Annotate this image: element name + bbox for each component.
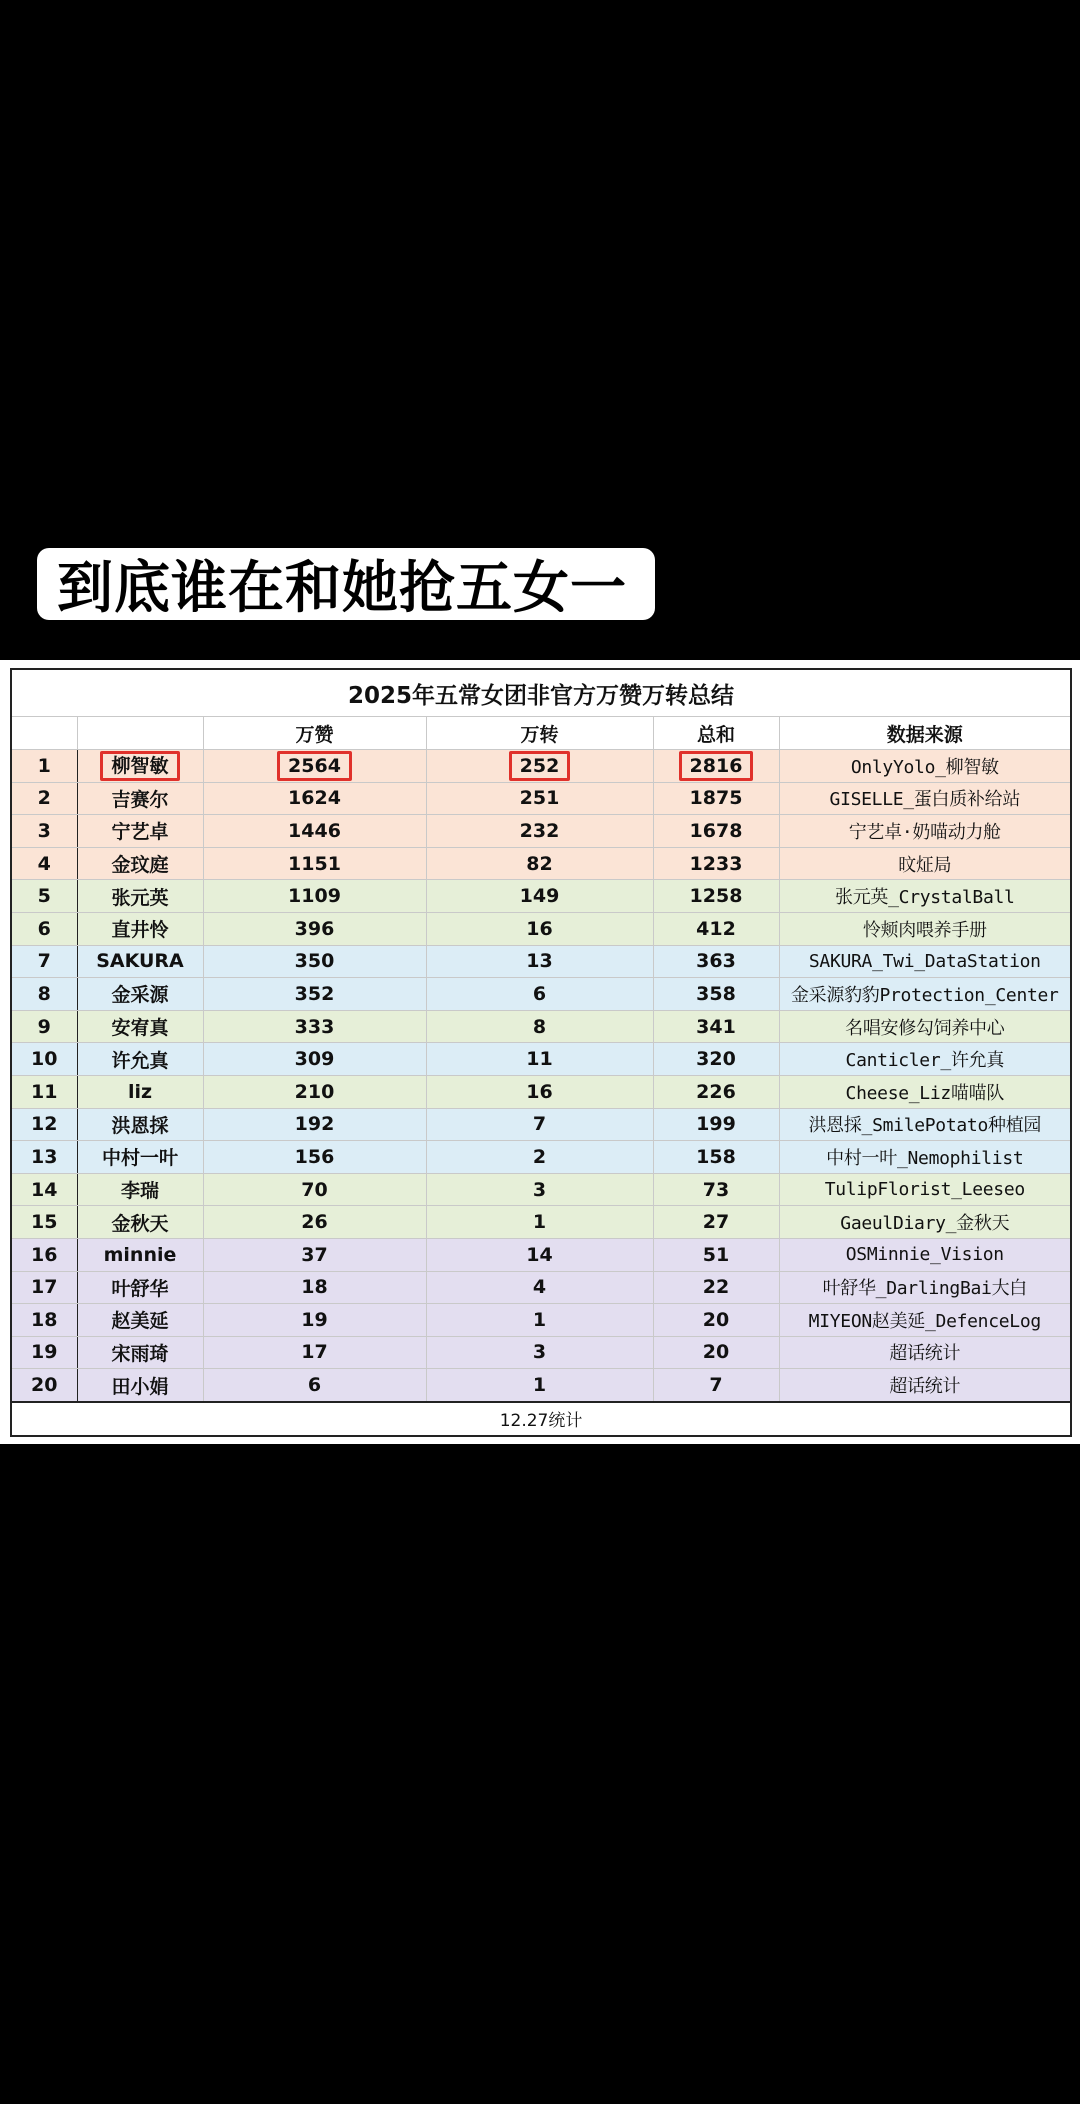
table-row [11,750,1071,783]
reposts-cell: 1 [426,1304,653,1337]
table-row [11,945,1071,978]
name-cell: 张元英 [77,880,203,913]
video-caption [37,548,655,620]
likes-cell: 352 [203,978,426,1011]
total-cell: 341 [653,1010,779,1043]
table-row [11,1271,1071,1304]
rank-cell: 13 [11,1141,77,1174]
table-row [11,1141,1071,1174]
likes-cell: 1624 [203,782,426,815]
reposts-cell [426,750,653,783]
reposts-cell: 1 [426,1369,653,1402]
total-cell: 1875 [653,782,779,815]
likes-cell: 6 [203,1369,426,1402]
source-cell: MIYEON赵美延_DefenceLog [779,1304,1071,1337]
table-row [11,815,1071,848]
source-cell: GISELLE_蛋白质补给站 [779,782,1071,815]
reposts-cell: 11 [426,1043,653,1076]
rank-cell: 19 [11,1336,77,1369]
source-cell: 金采源豹豹Protection_Center [779,978,1071,1011]
reposts-cell: 13 [426,945,653,978]
likes-cell: 333 [203,1010,426,1043]
likes-cell: 19 [203,1304,426,1337]
footer-row [11,1402,1071,1436]
total-cell: 51 [653,1238,779,1271]
source-cell: Canticler_许允真 [779,1043,1071,1076]
source-cell: 宁艺卓·奶喵动力舱 [779,815,1071,848]
likes-cell: 309 [203,1043,426,1076]
name-cell: 洪恩採 [77,1108,203,1141]
reposts-cell: 16 [426,1075,653,1108]
table-row [11,1173,1071,1206]
table-row [11,847,1071,880]
likes-cell: 17 [203,1336,426,1369]
likes-cell: 350 [203,945,426,978]
name-cell: 田小娟 [77,1369,203,1402]
source-cell: SAKURA_Twi_DataStation [779,945,1071,978]
rank-cell: 18 [11,1304,77,1337]
rank-cell: 6 [11,912,77,945]
name-cell [77,750,203,783]
likes-cell: 26 [203,1206,426,1239]
reposts-cell: 7 [426,1108,653,1141]
table-footer: 12.27统计 [11,1402,1071,1436]
name-cell: SAKURA [77,945,203,978]
name-cell: 安宥真 [77,1010,203,1043]
source-cell: 超话统计 [779,1369,1071,1402]
total-cell: 73 [653,1173,779,1206]
reposts-cell: 251 [426,782,653,815]
reposts-cell: 82 [426,847,653,880]
name-cell: minnie [77,1238,203,1271]
likes-cell: 70 [203,1173,426,1206]
total-cell: 1233 [653,847,779,880]
likes-cell: 192 [203,1108,426,1141]
rank-cell: 7 [11,945,77,978]
source-cell: 中村一叶_Nemophilist [779,1141,1071,1174]
name-cell: 中村一叶 [77,1141,203,1174]
total-cell: 226 [653,1075,779,1108]
header-rank [11,717,77,750]
likes-cell: 37 [203,1238,426,1271]
total-cell: 27 [653,1206,779,1239]
rank-cell: 5 [11,880,77,913]
table-row [11,1238,1071,1271]
likes-cell: 156 [203,1141,426,1174]
source-cell: 旼炡局 [779,847,1071,880]
rank-cell: 4 [11,847,77,880]
ranking-sheet [0,660,1080,1444]
likes-cell [203,750,426,783]
name-cell: 金玟庭 [77,847,203,880]
total-cell [653,750,779,783]
reposts-cell: 16 [426,912,653,945]
name-cell: 金秋天 [77,1206,203,1239]
rank-cell: 1 [11,750,77,783]
rank-cell: 8 [11,978,77,1011]
source-cell: OSMinnie_Vision [779,1238,1071,1271]
table-title: 2025年五常女团非官方万赞万转总结 [11,669,1071,717]
name-cell: 宋雨琦 [77,1336,203,1369]
total-cell: 1258 [653,880,779,913]
reposts-cell: 14 [426,1238,653,1271]
likes-cell: 210 [203,1075,426,1108]
rank-cell: 2 [11,782,77,815]
name-cell: 李瑞 [77,1173,203,1206]
rank-cell: 15 [11,1206,77,1239]
reposts-cell: 232 [426,815,653,848]
total-cell: 320 [653,1043,779,1076]
source-cell: GaeulDiary_金秋天 [779,1206,1071,1239]
caption-text: 到底谁在和她抢五女一 [57,556,627,621]
source-cell: TulipFlorist_Leeseo [779,1173,1071,1206]
reposts-cell: 1 [426,1206,653,1239]
table-title-row [11,669,1071,717]
source-cell: 洪恩採_SmilePotato种植园 [779,1108,1071,1141]
source-cell: OnlyYolo_柳智敏 [779,750,1071,783]
table-row [11,1369,1071,1402]
name-cell: 直井怜 [77,912,203,945]
total-cell: 358 [653,978,779,1011]
total-cell: 20 [653,1304,779,1337]
table-row [11,1108,1071,1141]
rank-cell: 20 [11,1369,77,1402]
likes-cell: 1109 [203,880,426,913]
total-cell: 7 [653,1369,779,1402]
header-row [11,717,1071,750]
header-source: 数据来源 [779,717,1071,750]
likes-cell: 18 [203,1271,426,1304]
highlight-box: 2816 [679,751,754,781]
table-row [11,1010,1071,1043]
name-cell: 叶舒华 [77,1271,203,1304]
table-row [11,1336,1071,1369]
likes-cell: 396 [203,912,426,945]
highlight-box: 柳智敏 [100,751,179,781]
reposts-cell: 2 [426,1141,653,1174]
source-cell: Cheese_Liz喵喵队 [779,1075,1071,1108]
total-cell: 158 [653,1141,779,1174]
total-cell: 1678 [653,815,779,848]
ranking-table [10,668,1072,1437]
name-cell: 宁艺卓 [77,815,203,848]
reposts-cell: 3 [426,1336,653,1369]
table-row [11,978,1071,1011]
likes-cell: 1151 [203,847,426,880]
name-cell: 赵美延 [77,1304,203,1337]
source-cell: 名唱安修勾饲养中心 [779,1010,1071,1043]
total-cell: 412 [653,912,779,945]
header-reposts: 万转 [426,717,653,750]
rank-cell: 11 [11,1075,77,1108]
source-cell: 超话统计 [779,1336,1071,1369]
rank-cell: 14 [11,1173,77,1206]
highlight-box: 2564 [277,751,352,781]
rank-cell: 12 [11,1108,77,1141]
name-cell: 吉赛尔 [77,782,203,815]
table-row [11,1304,1071,1337]
table-row [11,1206,1071,1239]
header-total: 总和 [653,717,779,750]
rank-cell: 3 [11,815,77,848]
source-cell: 张元英_CrystalBall [779,880,1071,913]
total-cell: 363 [653,945,779,978]
reposts-cell: 6 [426,978,653,1011]
total-cell: 22 [653,1271,779,1304]
rank-cell: 16 [11,1238,77,1271]
rank-cell: 10 [11,1043,77,1076]
header-name [77,717,203,750]
total-cell: 20 [653,1336,779,1369]
table-row [11,1043,1071,1076]
header-likes: 万赞 [203,717,426,750]
name-cell: 许允真 [77,1043,203,1076]
reposts-cell: 4 [426,1271,653,1304]
highlight-box: 252 [509,751,571,781]
likes-cell: 1446 [203,815,426,848]
source-cell: 怜颊肉喂养手册 [779,912,1071,945]
rank-cell: 9 [11,1010,77,1043]
name-cell: liz [77,1075,203,1108]
reposts-cell: 149 [426,880,653,913]
table-row [11,1075,1071,1108]
total-cell: 199 [653,1108,779,1141]
reposts-cell: 8 [426,1010,653,1043]
table-row [11,880,1071,913]
rank-cell: 17 [11,1271,77,1304]
table-row [11,912,1071,945]
reposts-cell: 3 [426,1173,653,1206]
table-row [11,782,1071,815]
name-cell: 金采源 [77,978,203,1011]
source-cell: 叶舒华_DarlingBai大白 [779,1271,1071,1304]
